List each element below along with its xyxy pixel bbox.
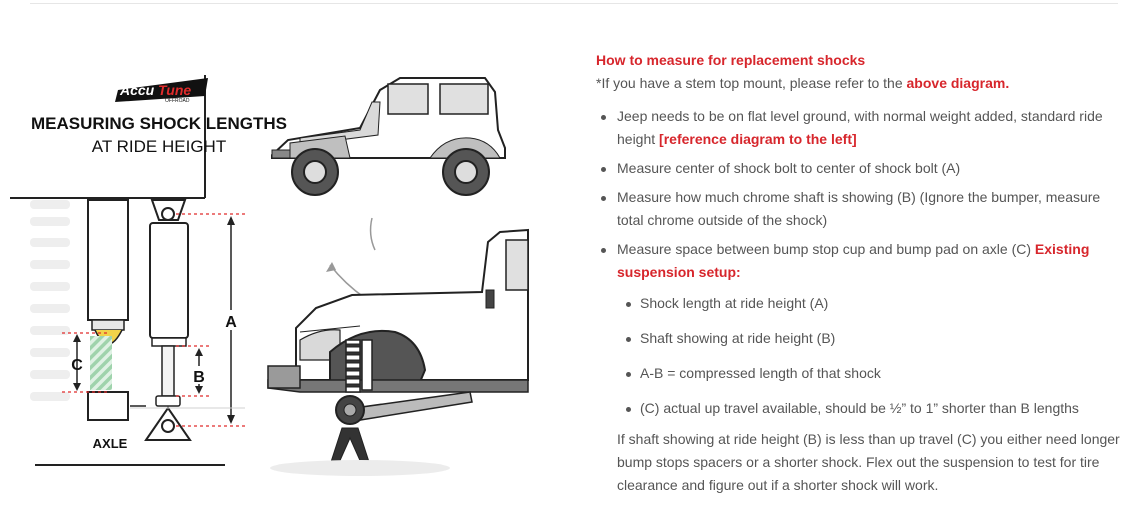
list-item-text: Measure center of shock bolt to center of shock bolt (A): [617, 160, 961, 176]
diagram-subtitle: AT RIDE HEIGHT: [91, 137, 227, 156]
shock-measurement-diagram: [0, 40, 540, 490]
label-a: A: [225, 314, 237, 331]
diagram-title: MEASURING SHOCK LENGTHS: [31, 114, 287, 133]
instructions: [596, 49, 1126, 497]
existing-setup-label: Existing suspension setup:: [617, 241, 1090, 280]
list-item-text: Measure how much chrome shaft is showing (B) (Ignore the bumper, measure total chrome outside of the shock): [617, 189, 1101, 228]
list-item-text: Jeep needs to be on flat level ground, with normal weight added, standard ride height: [617, 108, 1103, 147]
list-item: [596, 105, 1126, 151]
list-item: [596, 238, 1126, 420]
svg-text:OFFROAD: OFFROAD: [165, 98, 190, 104]
list-item-text: Measure space between bump stop cup and bump pad on axle (C): [617, 241, 1035, 257]
summary-paragraph: If shaft showing at ride height (B) is less than up travel (C) you either need longer bump stops spacers or a shorter shock. Flex out the suspension to test for tire clearance and figure out if a shorter shock will work.: [617, 431, 1120, 493]
list-item: [596, 186, 1126, 232]
top-divider: [30, 3, 1118, 4]
reference-diagram-link[interactable]: [reference diagram to the left]: [659, 131, 857, 147]
sub-list: [596, 292, 1126, 420]
instructions-heading: How to measure for replacement shocks: [596, 52, 866, 68]
list-item: [596, 157, 1126, 180]
accutune-logo: [115, 78, 208, 104]
sub-list-item: A-B = compressed length of that shock: [596, 362, 1126, 385]
instruction-list: [596, 105, 1126, 420]
svg-text:Accu: Accu: [120, 82, 155, 98]
svg-text:Tune: Tune: [158, 82, 192, 98]
above-diagram-link[interactable]: above diagram.: [906, 75, 1010, 91]
sub-list-item: (C) actual up travel available, should be ½” to 1” shorter than B lengths: [596, 397, 1126, 420]
jeep-side-view: [272, 78, 505, 195]
note-text: *If you have a stem top mount, please refer to the: [596, 75, 907, 91]
stem-mount-note: [596, 72, 1126, 95]
sub-list-item: Shaft showing at ride height (B): [596, 327, 1126, 350]
label-b: B: [193, 369, 205, 386]
label-c: C: [71, 357, 83, 374]
sub-list-item: Shock length at ride height (A): [596, 292, 1126, 315]
axle-label: AXLE: [92, 436, 128, 451]
